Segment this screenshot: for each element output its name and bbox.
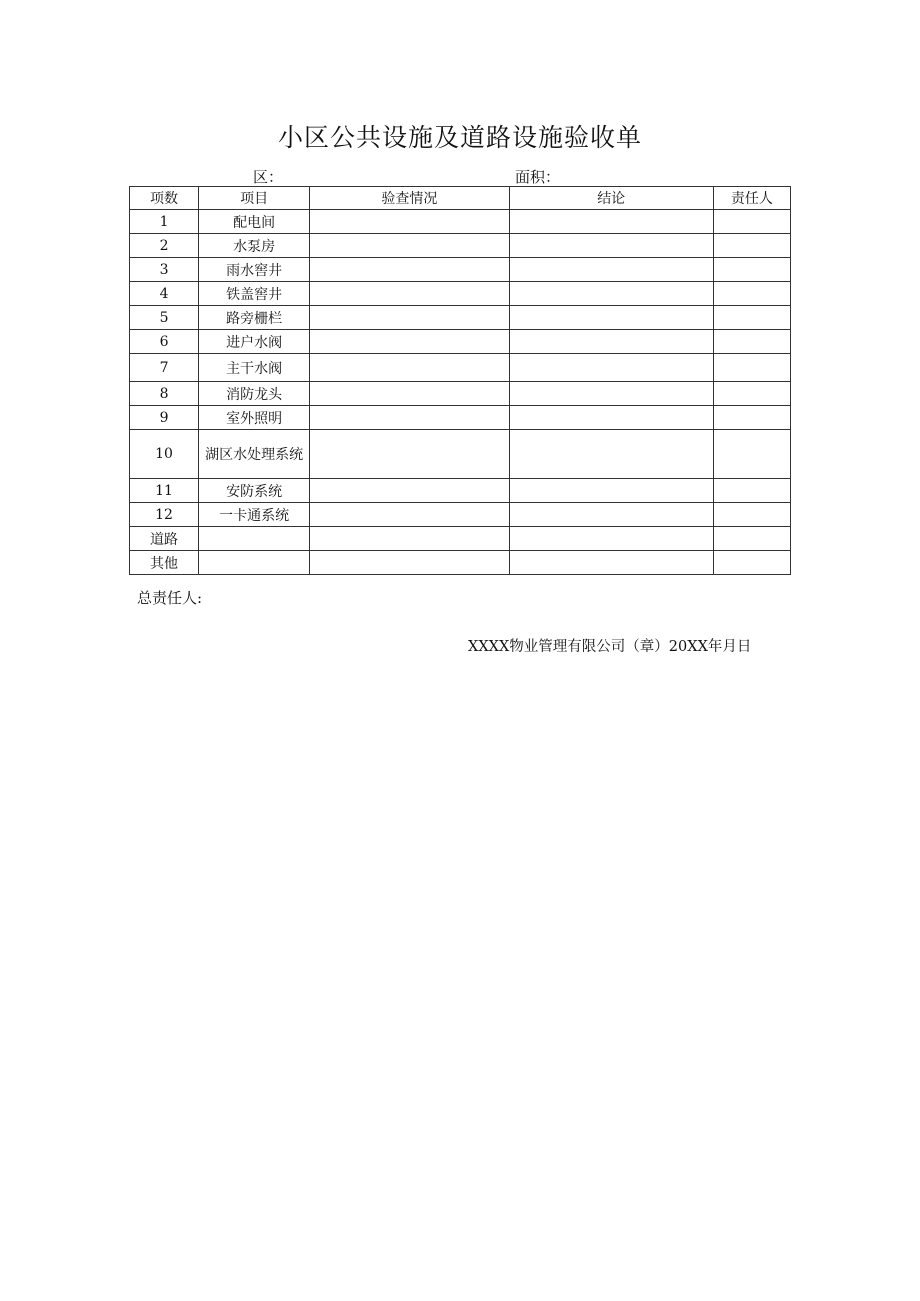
- row-item: 配电间: [199, 210, 310, 234]
- row-number: 9: [130, 406, 199, 430]
- row-number: 5: [130, 306, 199, 330]
- conclusion-cell[interactable]: [509, 479, 713, 503]
- responsible-cell[interactable]: [713, 258, 790, 282]
- row-number: 2: [130, 234, 199, 258]
- inspection-cell[interactable]: [310, 330, 509, 354]
- inspection-cell[interactable]: [310, 503, 509, 527]
- conclusion-cell[interactable]: [509, 503, 713, 527]
- inspection-cell[interactable]: [310, 234, 509, 258]
- row-item: 湖区水处理系统: [199, 430, 310, 479]
- row-item: [199, 551, 310, 575]
- conclusion-cell[interactable]: [509, 354, 713, 382]
- conclusion-cell[interactable]: [509, 306, 713, 330]
- responsible-cell[interactable]: [713, 382, 790, 406]
- inspection-cell[interactable]: [310, 406, 509, 430]
- conclusion-cell[interactable]: [509, 430, 713, 479]
- inspection-cell[interactable]: [310, 527, 509, 551]
- inspection-cell[interactable]: [310, 382, 509, 406]
- total-responsible-label: 总责任人:: [137, 589, 203, 607]
- row-number: 11: [130, 479, 199, 503]
- table-row: [130, 330, 791, 354]
- table-row: [130, 210, 791, 234]
- row-item: 铁盖窖井: [199, 282, 310, 306]
- inspection-cell[interactable]: [310, 479, 509, 503]
- responsible-cell[interactable]: [713, 234, 790, 258]
- conclusion-cell[interactable]: [509, 551, 713, 575]
- company-signature-line: XXXX物业管理有限公司（章）20XX年月日: [468, 639, 752, 655]
- responsible-cell[interactable]: [713, 406, 790, 430]
- table-row: [130, 479, 791, 503]
- responsible-cell[interactable]: [713, 210, 790, 234]
- inspection-cell[interactable]: [310, 430, 509, 479]
- row-number: 7: [130, 354, 199, 382]
- conclusion-cell[interactable]: [509, 234, 713, 258]
- row-number: 4: [130, 282, 199, 306]
- responsible-cell[interactable]: [713, 430, 790, 479]
- area-label: 面积：: [515, 168, 561, 186]
- row-number: 1: [130, 210, 199, 234]
- row-item: 雨水窖井: [199, 258, 310, 282]
- responsible-cell[interactable]: [713, 330, 790, 354]
- row-item: 安防系统: [199, 479, 310, 503]
- row-number: 6: [130, 330, 199, 354]
- table-row: [130, 527, 791, 551]
- row-number: 道路: [130, 527, 199, 551]
- conclusion-cell[interactable]: [509, 282, 713, 306]
- row-item: 主干水阀: [199, 354, 310, 382]
- header-conclusion: 结论: [509, 187, 713, 210]
- table-row: [130, 406, 791, 430]
- page-title: 小区公共设施及道路设施验收单: [277, 123, 642, 152]
- inspection-cell[interactable]: [310, 551, 509, 575]
- acceptance-table: [129, 186, 791, 575]
- responsible-cell[interactable]: [713, 354, 790, 382]
- responsible-cell[interactable]: [713, 306, 790, 330]
- row-number: 12: [130, 503, 199, 527]
- row-item: 水泵房: [199, 234, 310, 258]
- conclusion-cell[interactable]: [509, 258, 713, 282]
- table-row: [130, 306, 791, 330]
- inspection-cell[interactable]: [310, 258, 509, 282]
- table-row: [130, 282, 791, 306]
- conclusion-cell[interactable]: [509, 527, 713, 551]
- inspection-cell[interactable]: [310, 306, 509, 330]
- header-item: 项目: [199, 187, 310, 210]
- responsible-cell[interactable]: [713, 527, 790, 551]
- responsible-cell[interactable]: [713, 282, 790, 306]
- row-item: 室外照明: [199, 406, 310, 430]
- row-item: 一卡通系统: [199, 503, 310, 527]
- table-row: [130, 258, 791, 282]
- header-inspection: 验查情况: [310, 187, 509, 210]
- table-row: [130, 551, 791, 575]
- inspection-cell[interactable]: [310, 210, 509, 234]
- table-row: [130, 430, 791, 479]
- conclusion-cell[interactable]: [509, 330, 713, 354]
- row-item: 消防龙头: [199, 382, 310, 406]
- header-number: 项数: [130, 187, 199, 210]
- row-item: [199, 527, 310, 551]
- district-label: 区：: [253, 168, 284, 186]
- row-number: 3: [130, 258, 199, 282]
- conclusion-cell[interactable]: [509, 210, 713, 234]
- responsible-cell[interactable]: [713, 551, 790, 575]
- responsible-cell[interactable]: [713, 503, 790, 527]
- table-row: [130, 503, 791, 527]
- row-item: 进户水阀: [199, 330, 310, 354]
- row-item: 路旁栅栏: [199, 306, 310, 330]
- header-responsible: 责任人: [713, 187, 790, 210]
- inspection-cell[interactable]: [310, 354, 509, 382]
- row-number: 8: [130, 382, 199, 406]
- table-row: [130, 354, 791, 382]
- responsible-cell[interactable]: [713, 479, 790, 503]
- row-number: 其他: [130, 551, 199, 575]
- conclusion-cell[interactable]: [509, 406, 713, 430]
- table-row: [130, 382, 791, 406]
- inspection-cell[interactable]: [310, 282, 509, 306]
- table-row: [130, 234, 791, 258]
- row-number: 10: [130, 430, 199, 479]
- conclusion-cell[interactable]: [509, 382, 713, 406]
- table-header-row: [130, 187, 791, 210]
